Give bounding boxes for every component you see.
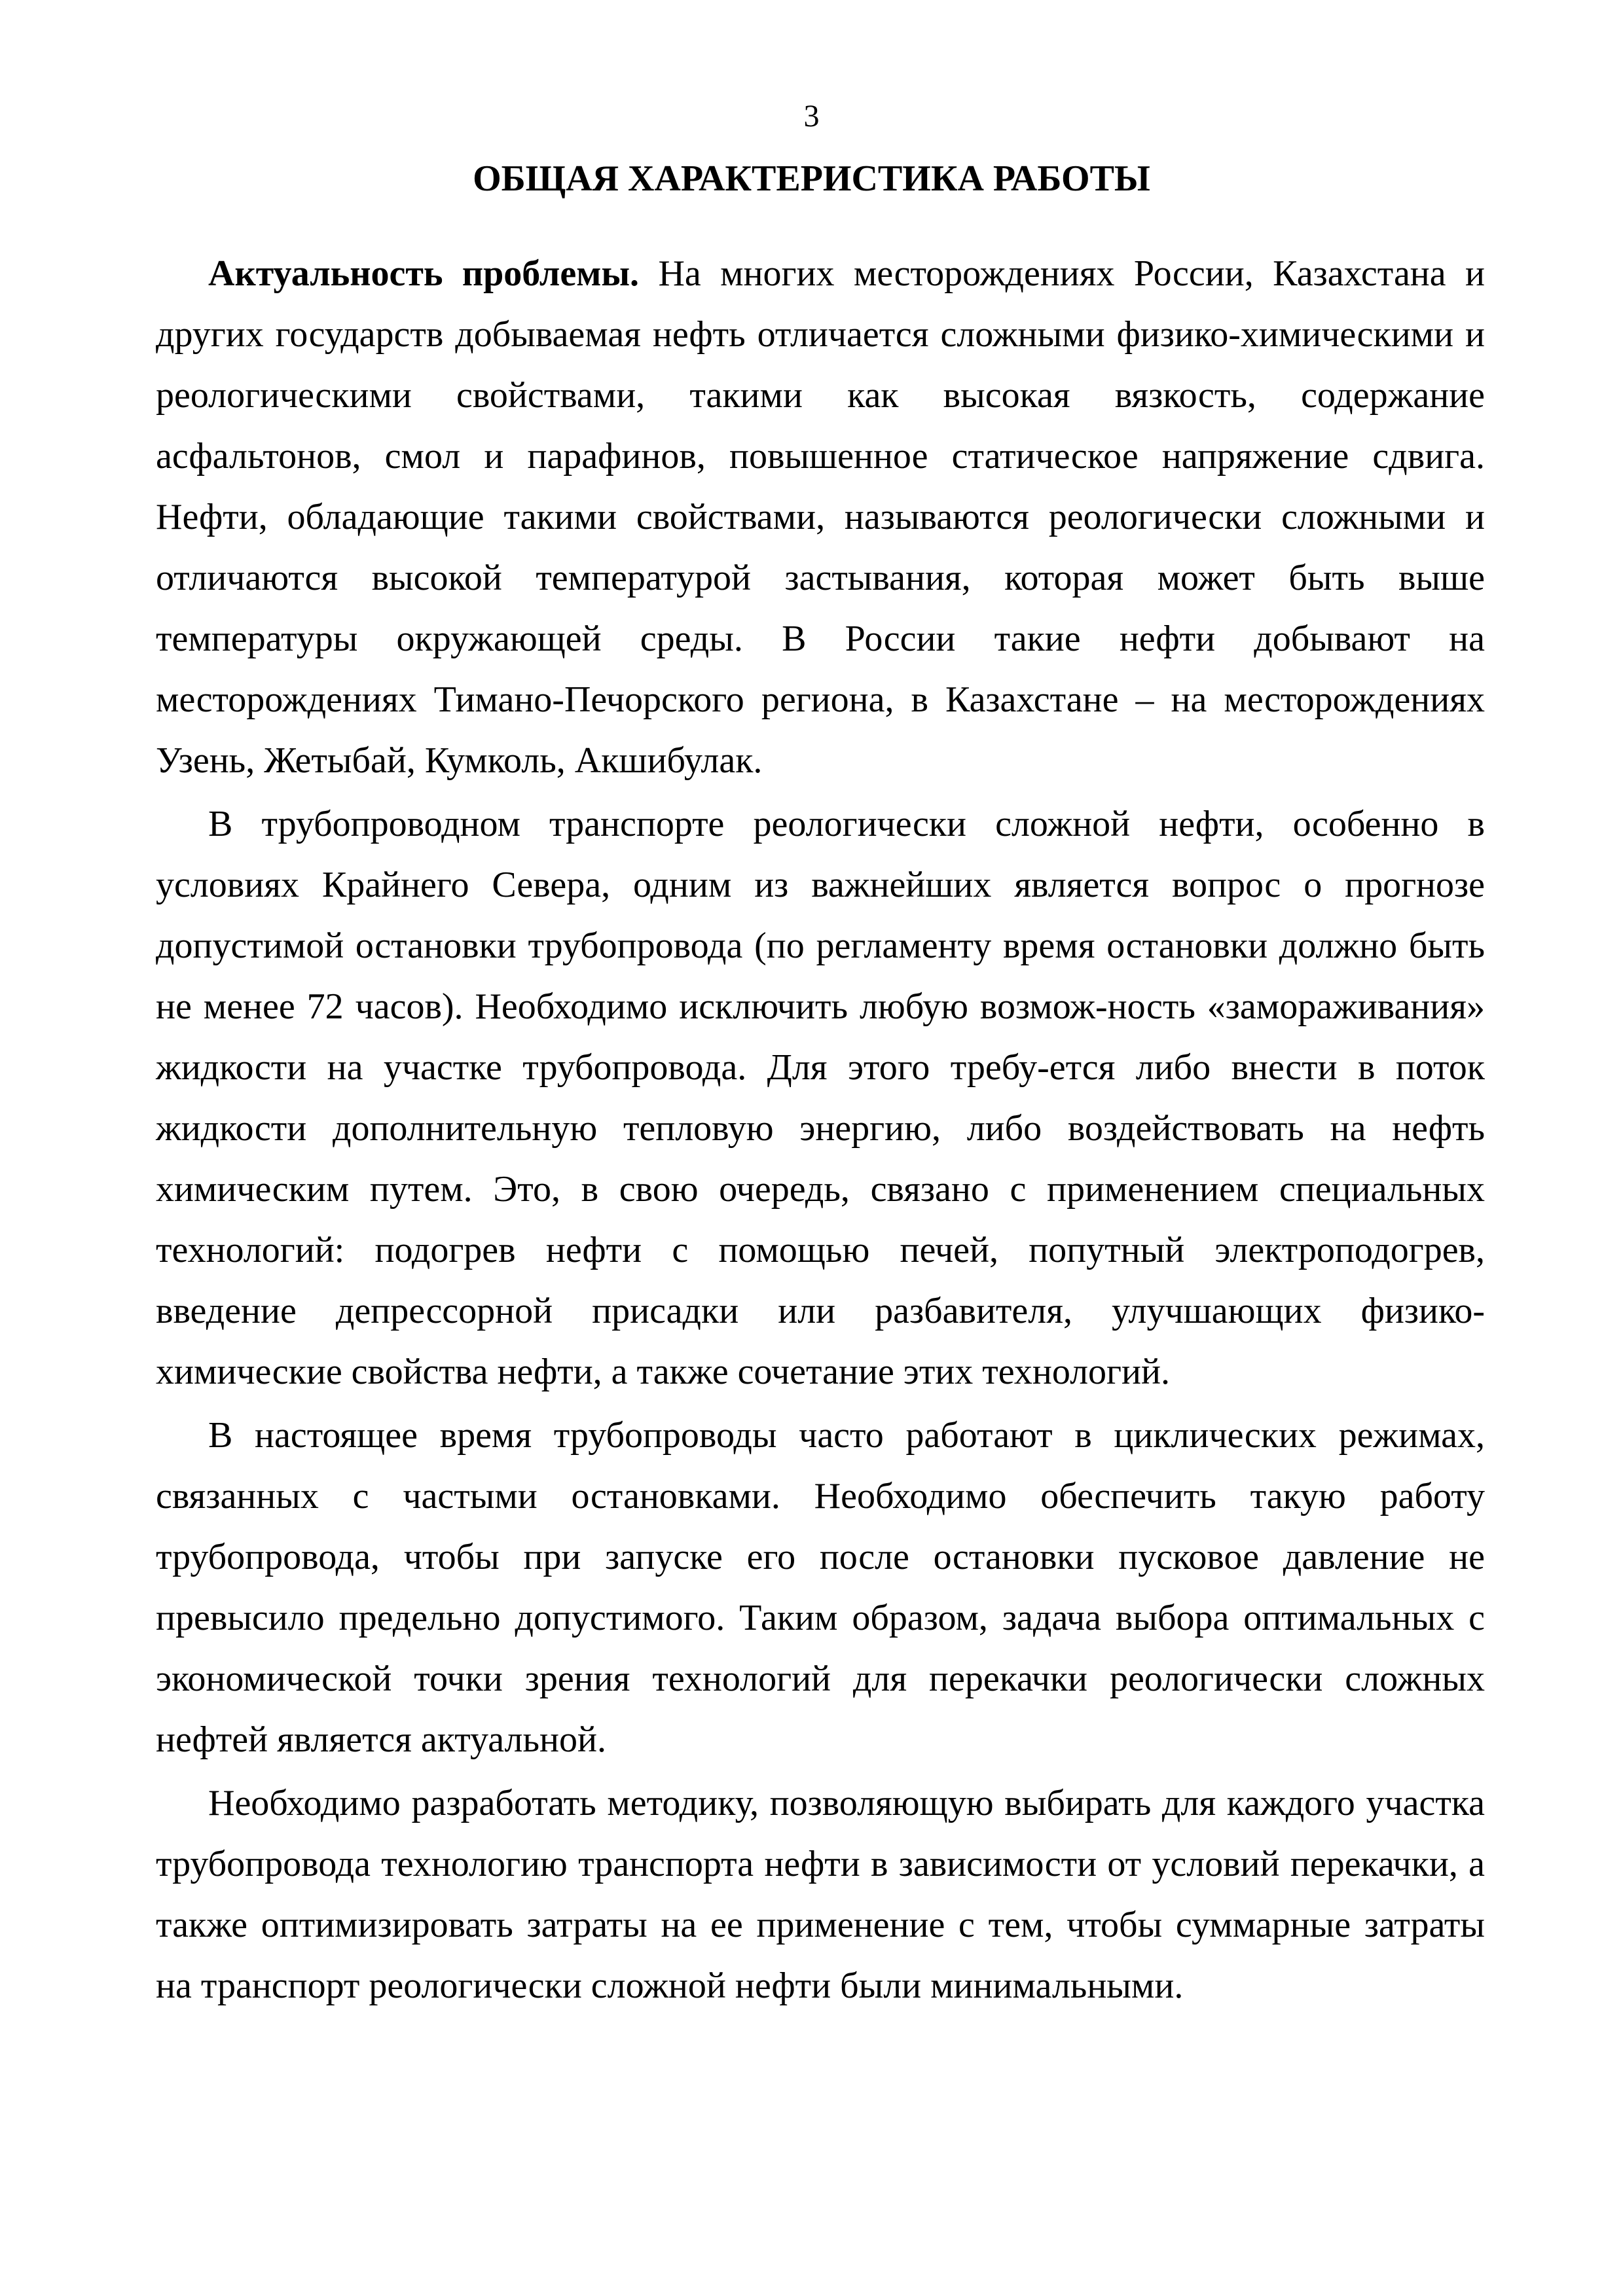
page-number: 3: [803, 99, 820, 134]
paragraph-lead: Актуальность проблемы.: [208, 253, 640, 294]
paragraph-relevance: [156, 243, 1485, 791]
paragraph-pipeline-transport: В трубопроводном транспорте реологически сложной нефти, особенно в условиях Крайнего Севера, одним из важнейших является вопрос о прогнозе допустимой остановки трубопровода (по регламенту время остановки должно быть не менее 72 часов). Необходимо исключить любую возмож-ность «замораживания» жидкости на участке трубопровода. Для этого требу-ется либо внести в поток жидкости дополнительную тепловую энергию, либо воздействовать на нефть химическим путем. Это, в свою очередь, связано с применением специальных технологий: подогрев нефти с помощью печей, попутный электроподогрев, введение депрессорной присадки или разбавителя, улучшающих физико-химические свойства нефти, а также сочетание этих технологий.: [156, 804, 1485, 1392]
paragraph-cyclic-modes: В настоящее время трубопроводы часто работают в циклических режимах, связанных с частыми остановками. Необходимо обеспечить такую работу трубопровода, чтобы при запуске его после остановки пусковое давление не превысило предельно допустимого. Таким образом, задача выбора оптимальных с экономической точки зрения технологий для перекачки реологически сложных нефтей является актуальной.: [156, 1415, 1485, 1760]
paragraph-text: На многих месторождениях России, Казахстана и других государств добываемая нефть отличается сложными физико-химическими и реологическими свойствами, такими как высокая вязкость, содержание асфальтонов, смол и парафинов, повышенное статическое напряжение сдвига. Нефти, обладающие такими свойствами, называются реологически сложными и отличаются высокой температурой застывания, которая может быть выше температуры окружающей среды. В России такие нефти добывают на месторождениях Тимано-Печорского региона, в Казахстане – на месторождениях Узень, Жетыбай, Кумколь, Акшибулак.: [156, 253, 1485, 781]
page-title: ОБЩАЯ ХАРАКТЕРИСТИКА РАБОТЫ: [473, 158, 1150, 199]
body-text: [156, 243, 1485, 2019]
paragraph-methodology: Необходимо разработать методику, позволяющую выбирать для каждого участка трубопровода технологию транспорта нефти в зависимости от условий перекачки, а также оптимизировать затраты на ее применение с тем, чтобы суммарные затраты на транспорт реологически сложной нефти были минимальными.: [156, 1783, 1485, 2006]
